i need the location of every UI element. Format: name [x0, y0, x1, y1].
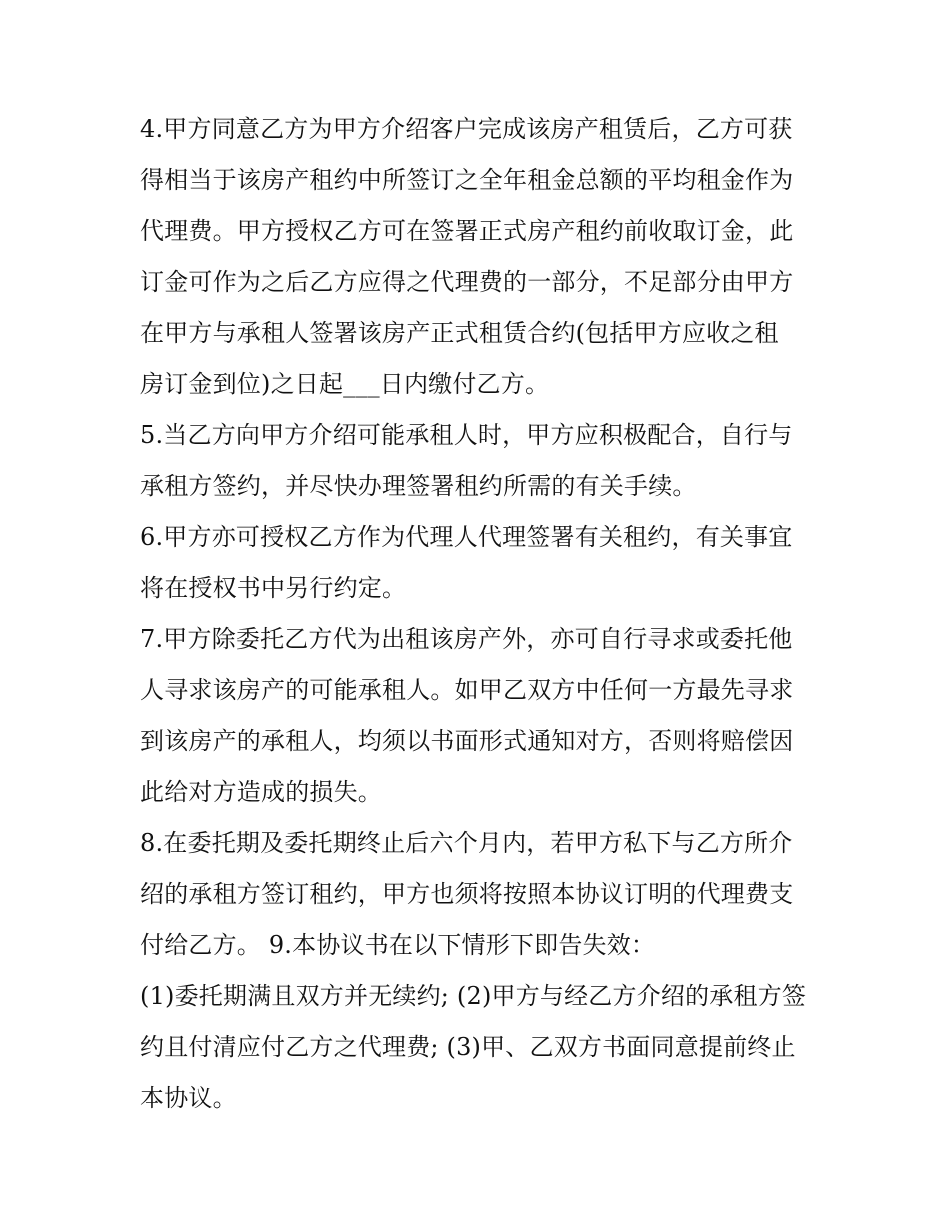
- text-line: 绍的承租方签订租约，甲方也须将按照本协议订明的代理费支: [140, 880, 794, 908]
- clause-9-conditions: [140, 971, 820, 1124]
- text-line: 将在授权书中另行约定。: [140, 574, 407, 602]
- text-line: 本协议。: [140, 1084, 237, 1112]
- clause-7: [140, 614, 820, 818]
- text-line: 代理费。甲方授权乙方可在签署正式房产租约前收取订金，此: [140, 217, 794, 245]
- clause-4: [140, 104, 820, 410]
- text-line: (1)委托期满且双方并无续约; (2)甲方与经乙方介绍的承租方签: [140, 982, 807, 1010]
- text-line: 付给乙方。 9.本协议书在以下情形下即告失效：: [140, 931, 656, 959]
- text-line: 约且付清应付乙方之代理费; (3)甲、乙双方书面同意提前终止: [140, 1033, 796, 1061]
- text-line: 7.甲方除委托乙方代为出租该房产外，亦可自行寻求或委托他: [140, 625, 793, 653]
- text-line: 得相当于该房产租约中所签订之全年租金总额的平均租金作为: [140, 166, 794, 194]
- clause-8: [140, 818, 820, 971]
- text-line: 房订金到位)之日起___日内缴付乙方。: [140, 370, 550, 398]
- text-line: 承租方签约，并尽快办理签署租约所需的有关手续。: [140, 472, 697, 500]
- text-line: 此给对方造成的损失。: [140, 778, 382, 806]
- document-body: [140, 104, 820, 1124]
- text-line: 到该房产的承租人，均须以书面形式通知对方，否则将赔偿因: [140, 727, 794, 755]
- clause-6: [140, 512, 820, 614]
- text-line: 人寻求该房产的可能承租人。如甲乙双方中任何一方最先寻求: [140, 676, 794, 704]
- text-line: 6.甲方亦可授权乙方作为代理人代理签署有关租约，有关事宜: [140, 523, 793, 551]
- text-line: 8.在委托期及委托期终止后六个月内，若甲方私下与乙方所介: [140, 829, 793, 857]
- text-line: 在甲方与承租人签署该房产正式租赁合约(包括甲方应收之租: [140, 319, 779, 347]
- text-line: 4.甲方同意乙方为甲方介绍客户完成该房产租赁后，乙方可获: [140, 115, 793, 143]
- clause-5: [140, 410, 820, 512]
- text-line: 5.当乙方向甲方介绍可能承租人时，甲方应积极配合，自行与: [140, 421, 793, 449]
- text-line: 订金可作为之后乙方应得之代理费的一部分，不足部分由甲方: [140, 268, 794, 296]
